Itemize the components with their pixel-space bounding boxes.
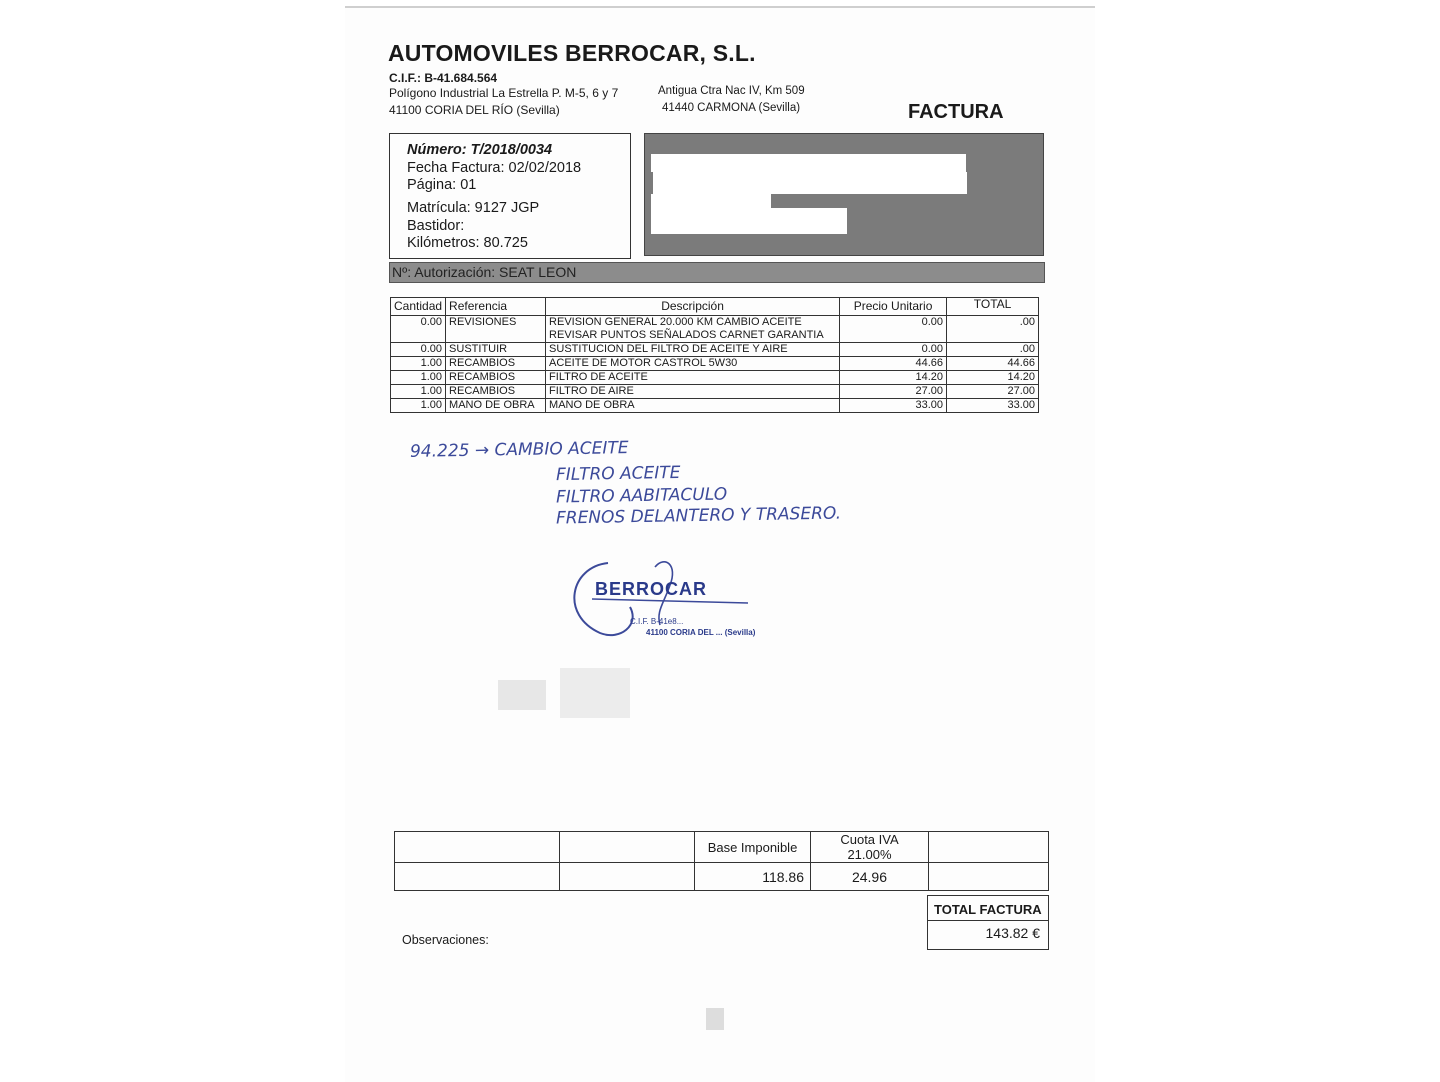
iva-label: Cuota IVA 21.00% bbox=[811, 832, 929, 863]
cell-precio: 44.66 bbox=[840, 357, 947, 371]
table-row bbox=[391, 357, 1039, 371]
cell-descripcion: FILTRO DE AIRE bbox=[546, 385, 840, 399]
table-row bbox=[391, 343, 1039, 357]
cell-referencia: REVISIONES bbox=[446, 316, 546, 343]
cell-referencia: MANO DE OBRA bbox=[446, 399, 546, 413]
cell-precio: 33.00 bbox=[840, 399, 947, 413]
total-factura-box bbox=[927, 895, 1049, 950]
address-carmona-line2: 41440 CARMONA (Sevilla) bbox=[662, 102, 801, 114]
address-coria-line1: Polígono Industrial La Estrella P. M-5, 6 y 7 bbox=[389, 86, 619, 100]
cell-total: 33.00 bbox=[947, 399, 1039, 413]
base-imponible-value: 118.86 bbox=[695, 863, 811, 891]
base-imponible-label: Base Imponible bbox=[695, 832, 811, 863]
col-cantidad: Cantidad bbox=[391, 298, 446, 316]
vehicle-plate: Matrícula: 9127 JGP bbox=[407, 200, 540, 216]
cell-cantidad: 0.00 bbox=[391, 343, 446, 357]
total-factura-value: 143.82 € bbox=[985, 925, 1040, 941]
total-factura-label: TOTAL FACTURA bbox=[934, 902, 1042, 917]
handwritten-note-line1: 94.225 → CAMBIO ACEITE bbox=[409, 438, 629, 462]
cell-descripcion: SUSTITUCION DEL FILTRO DE ACEITE Y AIRE bbox=[546, 343, 840, 357]
iva-value: 24.96 bbox=[811, 863, 929, 891]
col-precio: Precio Unitario bbox=[840, 298, 947, 316]
address-carmona bbox=[658, 83, 805, 117]
observaciones-label: Observaciones: bbox=[402, 933, 489, 947]
redaction-bar bbox=[653, 172, 967, 194]
totals-value-row bbox=[395, 863, 1049, 891]
col-descripcion: Descripción bbox=[546, 298, 840, 316]
stamp-brand: BERROCAR bbox=[595, 579, 708, 599]
invoice-page-number: Página: 01 bbox=[407, 177, 477, 193]
stamp-city: 41100 CORIA DEL ... (Sevilla) bbox=[646, 628, 756, 637]
scan-noise bbox=[706, 1008, 724, 1030]
col-referencia: Referencia bbox=[446, 298, 546, 316]
handwritten-note-line4: FRENOS DELANTERO Y TRASERO. bbox=[555, 503, 842, 529]
cell-precio: 27.00 bbox=[840, 385, 947, 399]
authorization-text: Nº: Autorización: SEAT LEON bbox=[392, 264, 577, 280]
invoice-date: Fecha Factura: 02/02/2018 bbox=[407, 160, 582, 176]
handwritten-note-line3: FILTRO AABITACULO bbox=[555, 484, 728, 508]
cell-cantidad: 1.00 bbox=[391, 357, 446, 371]
redaction-bar bbox=[765, 208, 847, 234]
cell-referencia: RECAMBIOS bbox=[446, 371, 546, 385]
cell-referencia: RECAMBIOS bbox=[446, 385, 546, 399]
cell-cantidad: 1.00 bbox=[391, 371, 446, 385]
cell-descripcion: MANO DE OBRA bbox=[546, 399, 840, 413]
cell-descripcion-line2: REVISAR PUNTOS SEÑALADOS CARNET GARANTIA bbox=[549, 329, 824, 341]
cell-total: 27.00 bbox=[947, 385, 1039, 399]
handwritten-note-line2: FILTRO ACEITE bbox=[555, 462, 681, 486]
cell-precio: 0.00 bbox=[840, 343, 947, 357]
totals-label-row bbox=[395, 832, 1049, 863]
totals-empty-cell bbox=[560, 863, 695, 891]
company-name: AUTOMOVILES BERROCAR, S.L. bbox=[388, 40, 756, 66]
address-carmona-line1: Antigua Ctra Nac IV, Km 509 bbox=[658, 85, 805, 97]
cell-descripcion-line1: REVISION GENERAL 20.000 KM CAMBIO ACEITE bbox=[549, 316, 802, 328]
col-total: TOTAL bbox=[947, 298, 1039, 316]
table-row bbox=[391, 385, 1039, 399]
vehicle-chassis: Bastidor: bbox=[407, 218, 465, 234]
invoice-info-box bbox=[389, 133, 631, 259]
redacted-customer-box bbox=[644, 133, 1044, 256]
cell-total: 44.66 bbox=[947, 357, 1039, 371]
cell-referencia: RECAMBIOS bbox=[446, 357, 546, 371]
cell-cantidad: 1.00 bbox=[391, 399, 446, 413]
cell-cantidad: 0.00 bbox=[391, 316, 446, 343]
divider bbox=[928, 920, 1048, 921]
cell-cantidad: 1.00 bbox=[391, 385, 446, 399]
company-cif: C.I.F.: B-41.684.564 bbox=[389, 71, 498, 85]
cell-descripcion: FILTRO DE ACEITE bbox=[546, 371, 840, 385]
redaction-bar bbox=[651, 154, 966, 172]
items-header-row bbox=[391, 298, 1039, 316]
table-row bbox=[391, 399, 1039, 413]
company-stamp bbox=[560, 555, 780, 655]
cell-total: 14.20 bbox=[947, 371, 1039, 385]
document-title: FACTURA bbox=[908, 101, 1004, 123]
vehicle-km: Kilómetros: 80.725 bbox=[407, 235, 528, 251]
cell-descripcion bbox=[546, 316, 840, 343]
authorization-bar bbox=[389, 262, 1045, 283]
cell-precio: 0.00 bbox=[840, 316, 947, 343]
redaction-bar bbox=[651, 194, 771, 234]
totals-empty-cell bbox=[395, 832, 560, 863]
cell-referencia: SUSTITUIR bbox=[446, 343, 546, 357]
stamp-cif: C.I.F. B-41e8... bbox=[630, 617, 684, 626]
address-coria-line2: 41100 CORIA DEL RÍO (Sevilla) bbox=[389, 103, 560, 117]
invoice-number: Número: T/2018/0034 bbox=[407, 142, 553, 158]
totals-empty-cell bbox=[929, 863, 1049, 891]
table-row bbox=[391, 316, 1039, 343]
scan-noise bbox=[498, 680, 546, 710]
totals-empty-cell bbox=[395, 863, 560, 891]
table-row bbox=[391, 371, 1039, 385]
items-table bbox=[390, 297, 1039, 413]
totals-table bbox=[394, 831, 1049, 891]
cell-descripcion: ACEITE DE MOTOR CASTROL 5W30 bbox=[546, 357, 840, 371]
address-coria bbox=[389, 85, 618, 119]
totals-empty-cell bbox=[929, 832, 1049, 863]
cell-total: .00 bbox=[947, 343, 1039, 357]
totals-empty-cell bbox=[560, 832, 695, 863]
scan-noise bbox=[560, 668, 630, 718]
cell-precio: 14.20 bbox=[840, 371, 947, 385]
stamp-swirl-icon bbox=[560, 555, 780, 655]
cell-total: .00 bbox=[947, 316, 1039, 343]
